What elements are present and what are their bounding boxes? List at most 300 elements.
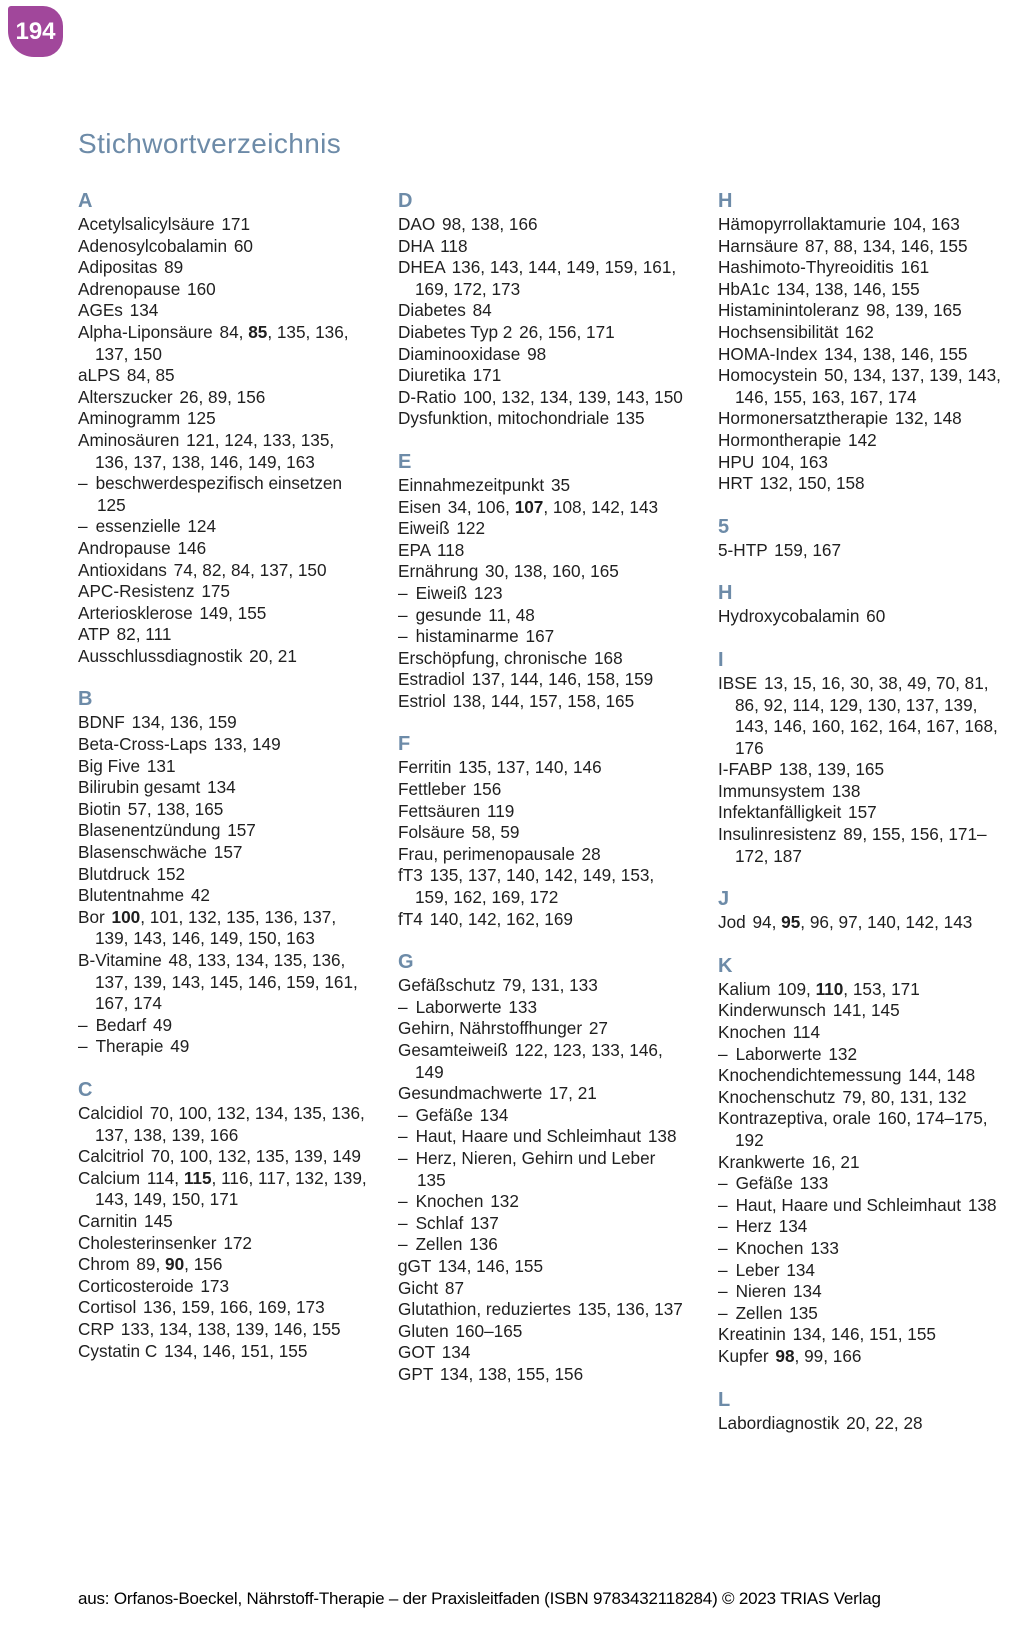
- entry-pages: 152: [156, 863, 186, 884]
- entry-term: Diuretika: [398, 365, 466, 386]
- entry-term: Krankwerte: [718, 1151, 805, 1172]
- index-entry: [78, 236, 370, 258]
- index-columns: [78, 189, 1010, 1434]
- entry-term: I-FABP: [718, 759, 773, 780]
- index-subentry: [718, 1281, 1010, 1303]
- entry-pages: 135: [789, 1302, 818, 1323]
- index-entry: [718, 1022, 1010, 1044]
- entry-pages: 136, 159, 166, 169, 173: [143, 1297, 325, 1318]
- index-entry: [718, 365, 1010, 408]
- entry-term: Eisen: [398, 496, 441, 517]
- entry-pages: 157: [848, 802, 877, 823]
- entry-pages: 156: [472, 779, 502, 800]
- entry-term: Labordiagnostik: [718, 1412, 840, 1433]
- index-section-I: [718, 648, 1010, 867]
- index-entry: [78, 1211, 370, 1233]
- index-entry: [718, 1000, 1010, 1022]
- entry-term: IBSE: [718, 672, 758, 693]
- subentry-dash: –: [78, 516, 88, 537]
- entry-pages: 98: [527, 343, 547, 364]
- section-letter: J: [718, 888, 730, 911]
- index-entry: [398, 518, 690, 540]
- index-entry: [398, 1040, 690, 1083]
- subentry-dash: –: [398, 582, 408, 603]
- index-entry: [398, 1018, 690, 1040]
- index-entry: [718, 979, 1010, 1001]
- entry-pages: 133, 134, 138, 139, 146, 155: [120, 1318, 341, 1339]
- index-entry: [398, 561, 690, 583]
- index-entry: [78, 1146, 370, 1168]
- entry-pages: 60: [866, 606, 886, 627]
- index-subentry: [398, 997, 690, 1019]
- subentry-dash: –: [398, 1191, 408, 1212]
- entry-pages: 133: [810, 1237, 839, 1258]
- index-entry: [78, 1254, 370, 1276]
- entry-term: Calcium: [78, 1167, 141, 1188]
- entry-term: Jod: [718, 912, 746, 933]
- entry-term: Gicht: [398, 1277, 439, 1298]
- index-subentry: [78, 1036, 370, 1058]
- entry-pages: 141, 145: [832, 1000, 900, 1021]
- entry-term: Adrenopause: [78, 278, 181, 299]
- entry-pages: 133: [508, 996, 538, 1017]
- index-entry: [78, 734, 370, 756]
- section-letter: I: [718, 648, 724, 671]
- subentry-dash: –: [398, 1104, 408, 1125]
- index-entry: [398, 844, 690, 866]
- entry-pages: 70, 100, 132, 135, 139, 149: [150, 1146, 361, 1167]
- entry-term: Knochenschutz: [718, 1086, 836, 1107]
- index-section-A: [78, 189, 370, 667]
- section-letter: K: [718, 954, 733, 977]
- entry-term: HPU: [718, 451, 755, 472]
- index-entry: [398, 1342, 690, 1364]
- index-entry: [78, 756, 370, 778]
- subentry-dash: –: [718, 1281, 728, 1302]
- index-section-D: [398, 189, 690, 430]
- subentry-dash: –: [718, 1216, 728, 1237]
- entry-term: Immunsystem: [718, 780, 825, 801]
- subentry-dash: –: [718, 1194, 728, 1215]
- index-entry: [78, 1319, 370, 1341]
- entry-pages: 160–165: [455, 1320, 523, 1341]
- entry-pages: 57, 138, 165: [127, 798, 224, 819]
- index-entry: [398, 257, 690, 300]
- entry-term: Carnitin: [78, 1210, 138, 1231]
- index-entry: [718, 1065, 1010, 1087]
- index-entry: [398, 1278, 690, 1300]
- index-section-H: [718, 581, 1010, 628]
- entry-pages: 100, 101, 132, 135, 136, 137, 139, 143, 146, 149, 150, 163: [95, 906, 337, 949]
- index-entry: [398, 387, 690, 409]
- entry-term: Adipositas: [78, 257, 158, 278]
- index-entry: [78, 799, 370, 821]
- index-subentry: [78, 1015, 370, 1037]
- entry-term: histaminarme: [415, 626, 519, 647]
- index-entry: [398, 909, 690, 931]
- entry-pages: 171: [221, 214, 251, 234]
- entry-pages: 134: [778, 1216, 808, 1237]
- entry-term: Kupfer: [718, 1345, 769, 1366]
- entry-term: Calcidiol: [78, 1102, 143, 1123]
- entry-term: HOMA-Index: [718, 343, 818, 364]
- entry-pages: 13, 15, 16, 30, 38, 49, 70, 81, 86, 92, 114, 129, 130, 137, 139, 143, 146, 160, 162, 164, 167, 168, 176: [735, 672, 998, 758]
- entry-term: Knochen: [415, 1191, 484, 1212]
- entry-term: D-Ratio: [398, 386, 457, 407]
- index-entry: [398, 822, 690, 844]
- entry-term: 5-HTP: [718, 539, 768, 560]
- index-entry: [78, 950, 370, 1015]
- page-title: Stichwortverzeichnis: [78, 128, 342, 159]
- entry-pages: 144, 148: [908, 1065, 976, 1086]
- entry-pages: 134, 136, 159: [131, 712, 237, 733]
- entry-term: Zellen: [735, 1302, 783, 1323]
- entry-pages: 119: [486, 800, 515, 821]
- entry-term: gGT: [398, 1255, 432, 1276]
- subentry-dash: –: [78, 1014, 88, 1035]
- subentry-dash: –: [718, 1043, 728, 1064]
- section-letter: A: [78, 190, 93, 212]
- entry-term: Knochen: [718, 1022, 786, 1043]
- entry-term: Estriol: [398, 690, 446, 711]
- section-letter: F: [398, 733, 411, 756]
- index-entry: [78, 214, 370, 236]
- subentry-dash: –: [718, 1237, 728, 1258]
- entry-pages: 146: [177, 537, 207, 558]
- index-subentry: [718, 1216, 1010, 1238]
- entry-term: Infektanfälligkeit: [718, 802, 842, 823]
- entry-term: Leber: [735, 1259, 780, 1280]
- entry-term: BDNF: [78, 712, 125, 733]
- entry-pages: 89: [164, 257, 184, 278]
- entry-pages: 132: [490, 1191, 519, 1212]
- entry-term: essenzielle: [95, 516, 181, 537]
- entry-pages: 157: [227, 820, 256, 841]
- entry-pages: 84: [472, 300, 492, 321]
- index-entry: [78, 1276, 370, 1298]
- index-entry: [398, 365, 690, 387]
- index-section-G: [398, 950, 690, 1385]
- entry-pages: 138, 139, 165: [778, 759, 885, 780]
- entry-term: Homocystein: [718, 365, 818, 386]
- section-letter: 5: [718, 515, 730, 538]
- subentry-dash: –: [718, 1259, 728, 1280]
- entry-pages: 125: [186, 408, 216, 429]
- entry-pages: 11, 48: [488, 604, 535, 625]
- index-entry: [78, 322, 370, 365]
- index-entry: [398, 497, 690, 519]
- entry-pages: 167: [525, 626, 555, 647]
- entry-term: DHA: [398, 235, 434, 256]
- entry-pages: 28: [581, 843, 601, 864]
- index-entry: [78, 820, 370, 842]
- entry-term: Aminogramm: [78, 408, 181, 429]
- entry-pages: 20, 22, 28: [846, 1412, 923, 1433]
- entry-pages: 125: [97, 494, 126, 515]
- section-letter: E: [398, 450, 412, 473]
- index-entry: [718, 344, 1010, 366]
- index-entry: [398, 1321, 690, 1343]
- entry-term: Andropause: [78, 537, 171, 558]
- entry-term: Schlaf: [415, 1212, 464, 1233]
- index-entry: [718, 802, 1010, 824]
- entry-term: Therapie: [95, 1036, 164, 1057]
- subentry-dash: –: [398, 1147, 408, 1168]
- entry-term: Haut, Haare und Schleimhaut: [415, 1126, 642, 1147]
- entry-term: B-Vitamine: [78, 950, 162, 970]
- entry-pages: 134: [207, 777, 236, 798]
- index-entry: [78, 365, 370, 387]
- index-entry: [718, 912, 1010, 934]
- entry-term: Eiweiß: [415, 582, 468, 603]
- entry-pages: 137, 144, 146, 158, 159: [471, 669, 654, 690]
- footer-credit: aus: Orfanos-Boeckel, Nährstoff-Therapie – der Praxisleitfaden (ISBN 9783432118284) © 2023 TRIAS Verlag: [78, 1589, 881, 1608]
- index-entry: [78, 581, 370, 603]
- index-entry: [398, 669, 690, 691]
- entry-term: Gefäßschutz: [398, 975, 496, 996]
- entry-term: Kinderwunsch: [718, 1000, 826, 1021]
- subentry-dash: –: [398, 626, 408, 647]
- entry-pages: 35: [550, 474, 571, 495]
- index-subentry: [718, 1238, 1010, 1260]
- index-subentry: [398, 583, 690, 605]
- entry-pages: 98, 139, 165: [866, 300, 962, 321]
- index-subentry: [718, 1260, 1010, 1282]
- entry-term: CRP: [78, 1318, 114, 1339]
- entry-pages: 84, 85: [126, 365, 175, 386]
- entry-term: Dysfunktion, mitochondriale: [398, 408, 610, 429]
- index-entry: [718, 1346, 1010, 1368]
- entry-term: beschwerdespezifisch einsetzen: [95, 473, 343, 494]
- index-subentry: [718, 1173, 1010, 1195]
- entry-term: gesunde: [415, 604, 482, 625]
- entry-pages: 160: [187, 278, 216, 299]
- entry-term: Blutdruck: [78, 863, 150, 884]
- index-entry: [398, 1083, 690, 1105]
- entry-pages: 121, 124, 133, 135, 136, 137, 138, 146, 149, 163: [95, 429, 335, 472]
- section-letter: H: [718, 190, 733, 212]
- index-subentry: [398, 1105, 690, 1127]
- entry-term: Cortisol: [78, 1297, 137, 1318]
- index-subentry: [718, 1303, 1010, 1325]
- entry-pages: 138: [647, 1126, 677, 1147]
- index-entry: [718, 1324, 1010, 1346]
- entry-pages: 134: [792, 1281, 822, 1302]
- index-entry: [78, 430, 370, 473]
- entry-pages: 104, 163: [892, 214, 960, 234]
- entry-pages: 168: [593, 647, 623, 668]
- entry-pages: 60: [233, 235, 253, 256]
- entry-pages: 135, 137, 140, 142, 149, 153, 159, 162, 169, 172: [415, 865, 655, 908]
- entry-term: Herz, Nieren, Gehirn und Leber: [415, 1147, 656, 1168]
- index-entry: [78, 560, 370, 582]
- index-entry: [398, 1256, 690, 1278]
- index-entry: [718, 214, 1010, 236]
- index-subentry: [398, 1126, 690, 1148]
- entry-pages: 134, 138, 146, 155: [776, 278, 920, 299]
- index-subentry: [398, 1191, 690, 1213]
- subentry-dash: –: [718, 1302, 728, 1323]
- index-entry: [78, 624, 370, 646]
- index-entry: [718, 473, 1010, 495]
- entry-term: Insulinresistenz: [718, 824, 837, 845]
- entry-pages: 16, 21: [811, 1151, 860, 1172]
- entry-pages: 142: [848, 429, 877, 450]
- entry-pages: 134: [129, 300, 159, 321]
- index-entry: [718, 673, 1010, 759]
- index-section-C: [78, 1078, 370, 1362]
- index-section-H: [718, 189, 1010, 495]
- entry-term: Diaminooxidase: [398, 343, 521, 364]
- entry-pages: 175: [201, 581, 230, 602]
- index-section-E: [398, 450, 690, 713]
- entry-term: Hochsensibilität: [718, 321, 839, 342]
- index-subentry: [78, 473, 370, 516]
- entry-pages: 132, 148: [894, 408, 962, 429]
- entry-term: aLPS: [78, 365, 121, 386]
- entry-pages: 42: [190, 885, 210, 906]
- index-entry: [78, 646, 370, 668]
- index-column: [718, 189, 1010, 1434]
- entry-term: Herz: [735, 1216, 772, 1237]
- entry-pages: 160, 174–175, 192: [735, 1108, 988, 1150]
- index-entry: [718, 606, 1010, 628]
- section-letter: B: [78, 688, 93, 711]
- entry-term: Kreatinin: [718, 1324, 786, 1345]
- entry-pages: 48, 133, 134, 135, 136, 137, 139, 143, 145, 146, 159, 161, 167, 174: [95, 950, 358, 1014]
- index-entry: [718, 1087, 1010, 1109]
- entry-term: GOT: [398, 1342, 435, 1363]
- entry-pages: 84, 85, 135, 136, 137, 150: [95, 321, 349, 364]
- entry-pages: 87, 88, 134, 146, 155: [805, 235, 968, 256]
- entry-term: Knochen: [735, 1237, 804, 1258]
- entry-pages: 34, 106, 107, 108, 142, 143: [447, 496, 659, 517]
- entry-pages: 79, 80, 131, 132: [842, 1086, 967, 1107]
- entry-term: GPT: [398, 1363, 434, 1384]
- entry-term: Bilirubin gesamt: [78, 777, 201, 798]
- index-section-F: [398, 732, 690, 930]
- subentry-dash: –: [78, 473, 88, 494]
- entry-term: Aminosäuren: [78, 429, 180, 450]
- entry-pages: 157: [213, 842, 243, 863]
- entry-term: Hämopyrrollaktamurie: [718, 214, 887, 234]
- entry-term: Ferritin: [398, 757, 452, 778]
- entry-pages: 162: [845, 321, 874, 342]
- entry-pages: 26, 89, 156: [179, 386, 266, 407]
- entry-term: Harnsäure: [718, 235, 799, 256]
- entry-term: HRT: [718, 473, 753, 494]
- entry-pages: 161: [900, 257, 930, 278]
- entry-term: Hormonersatztherapie: [718, 408, 889, 429]
- entry-pages: 136: [469, 1234, 498, 1255]
- index-entry: [718, 781, 1010, 803]
- entry-term: Erschöpfung, chronische: [398, 647, 588, 668]
- index-subentry: [398, 1234, 690, 1256]
- entry-term: Laborwerte: [415, 996, 502, 1017]
- entry-pages: 136, 143, 144, 149, 159, 161, 169, 172, 173: [415, 257, 677, 299]
- entry-pages: 87: [444, 1277, 465, 1298]
- entry-term: Antioxidans: [78, 559, 167, 580]
- index-entry: [78, 408, 370, 430]
- index-entry: [718, 322, 1010, 344]
- entry-term: fT4: [398, 908, 423, 929]
- entry-term: Acetylsalicylsäure: [78, 214, 215, 234]
- entry-pages: 131: [146, 755, 176, 776]
- entry-term: Biotin: [78, 798, 121, 819]
- entry-term: Kontrazeptiva, orale: [718, 1108, 871, 1129]
- subentry-dash: –: [718, 1173, 728, 1194]
- entry-term: Laborwerte: [735, 1043, 822, 1064]
- entry-pages: 109, 110, 153, 171: [777, 978, 920, 999]
- subentry-dash: –: [398, 996, 408, 1017]
- index-entry: [718, 540, 1010, 562]
- index-entry: [78, 842, 370, 864]
- index-section-B: [78, 687, 370, 1058]
- entry-pages: 138: [831, 780, 861, 801]
- entry-pages: 114: [792, 1022, 821, 1043]
- entry-pages: 173: [200, 1275, 230, 1296]
- index-entry: [78, 300, 370, 322]
- entry-pages: 159, 167: [774, 539, 842, 560]
- entry-term: Glutathion, reduziertes: [398, 1299, 571, 1320]
- index-entry: [718, 279, 1010, 301]
- index-entry: [78, 1341, 370, 1363]
- subentry-dash: –: [398, 604, 408, 625]
- index-entry: [78, 1168, 370, 1211]
- index-entry: [78, 538, 370, 560]
- entry-pages: 118: [440, 235, 468, 256]
- index-entry: [398, 408, 690, 430]
- page-number: 194: [15, 17, 56, 45]
- entry-term: Nieren: [735, 1281, 787, 1302]
- entry-pages: 135, 136, 137: [577, 1299, 683, 1320]
- index-entry: [78, 603, 370, 625]
- index-entry: [718, 1152, 1010, 1174]
- entry-pages: 135: [417, 1169, 446, 1190]
- index-entry: [718, 1108, 1010, 1151]
- entry-pages: 89, 155, 156, 171–172, 187: [735, 824, 987, 866]
- index-entry: [718, 236, 1010, 258]
- index-entry: [718, 408, 1010, 430]
- entry-pages: 132: [828, 1043, 858, 1064]
- entry-term: Gesundmachwerte: [398, 1083, 543, 1104]
- entry-term: Fettleber: [398, 779, 466, 800]
- subentry-dash: –: [398, 1126, 408, 1147]
- entry-term: DHEA: [398, 257, 445, 278]
- index-entry: [398, 779, 690, 801]
- entry-pages: 145: [144, 1210, 173, 1231]
- index-section-5: [718, 515, 1010, 562]
- entry-term: Alterszucker: [78, 386, 173, 407]
- index-entry: [718, 257, 1010, 279]
- entry-term: Diabetes Typ 2: [398, 321, 513, 342]
- index-subentry: [718, 1044, 1010, 1066]
- entry-pages: 134, 138, 146, 155: [824, 343, 968, 364]
- entry-pages: 135: [615, 408, 645, 429]
- entry-pages: 89, 90, 156: [136, 1254, 223, 1275]
- index-column: [78, 189, 370, 1362]
- entry-term: Einnahmezeitpunkt: [398, 474, 545, 495]
- index-entry: [398, 1364, 690, 1386]
- index-entry: [78, 257, 370, 279]
- entry-term: Folsäure: [398, 822, 465, 843]
- entry-pages: 171: [472, 365, 502, 386]
- index-entry: [398, 691, 690, 713]
- index-entry: [78, 777, 370, 799]
- entry-pages: 58, 59: [471, 822, 520, 843]
- index-entry: [718, 430, 1010, 452]
- entry-pages: 74, 82, 84, 137, 150: [173, 559, 327, 580]
